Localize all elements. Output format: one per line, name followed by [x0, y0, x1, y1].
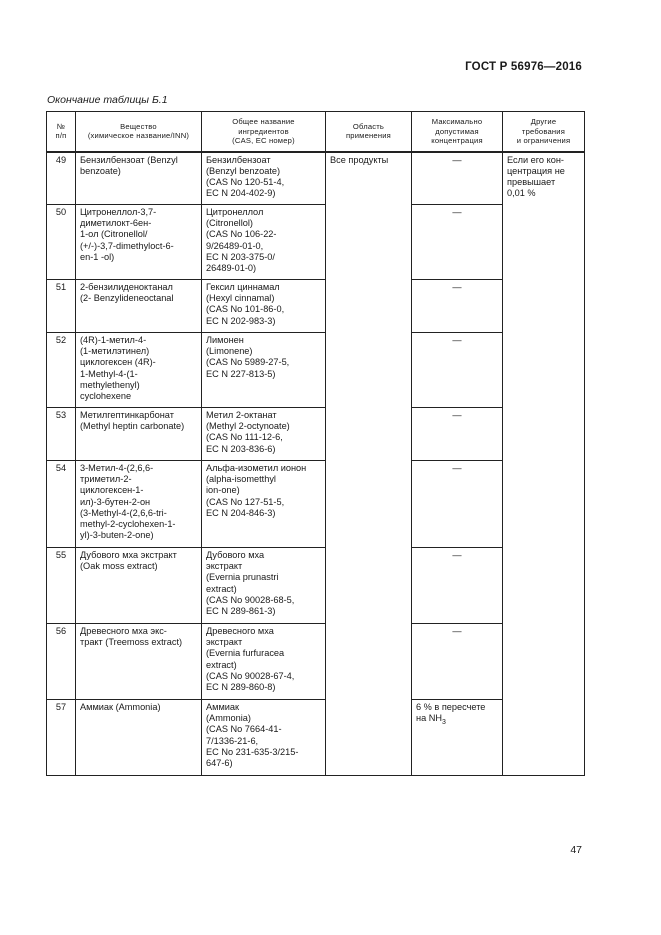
table-row [47, 152, 585, 205]
concentration-cell: — [412, 205, 503, 280]
concentration-cell: — [412, 280, 503, 333]
other-requirements-cell: Если его кон- центрация не превышает 0,01 % [503, 152, 585, 776]
ingredient-cell: Бензилбензоат (Benzyl benzoate) (CAS No 120-51-4, EC N 204-402-9) [202, 152, 326, 205]
ingredient-cell: Цитронеллол (Citronellol) (CAS No 106-22- 9/26489-01-0, EC N 203-375-0/ 26489-01-0) [202, 205, 326, 280]
col-header-ingredient: Общее название ингредиентов (CAS, ЕС номер) [202, 112, 326, 152]
ingredient-cell: Аммиак (Ammonia) (CAS No 7664-41- 7/1336-21-6, EC No 231-635-3/215- 647-6) [202, 700, 326, 776]
ingredient-cell: Гексил циннамал (Hexyl cinnamal) (CAS No 101-86-0, EC N 202-983-3) [202, 280, 326, 333]
col-header-scope: Область применения [326, 112, 412, 152]
row-number: 51 [47, 280, 76, 333]
substance-cell: (4R)-1-метил-4- (1-метилэтинел) циклогексен (4R)- 1-Methyl-4-(1- methylethenyl) cyclohexene [76, 333, 202, 408]
substance-cell: 2-бензилиденоктанал (2- Benzylideneoctanal [76, 280, 202, 333]
row-number: 55 [47, 548, 76, 624]
substance-cell: 3-Метил-4-(2,6,6- триметил-2- циклогексен-1- ил)-3-бутен-2-он (3-Methyl-4-(2,6,6-tri- methyl-2-cyclohexen-1- yl)-3-buten-2-one) [76, 461, 202, 548]
row-number: 49 [47, 152, 76, 205]
row-number: 53 [47, 408, 76, 461]
table-header-row [47, 112, 585, 152]
scope-cell: Все продукты [326, 152, 412, 776]
ingredient-cell: Дубового мха экстракт (Evernia prunastri extract) (CAS No 90028-68-5, EC N 289-861-3) [202, 548, 326, 624]
concentration-cell: 6 % в пересчете на $NH_3$ [412, 700, 503, 776]
row-number: 57 [47, 700, 76, 776]
concentration-cell: — [412, 152, 503, 205]
substance-cell: Дубового мха экстракт (Oak moss extract) [76, 548, 202, 624]
concentration-cell: — [412, 624, 503, 700]
ingredient-cell: Древесного мха экстракт (Evernia furfuracea extract) (CAS No 90028-67-4, EC N 289-860-8) [202, 624, 326, 700]
row-number: 50 [47, 205, 76, 280]
col-header-number: № п/п [47, 112, 76, 152]
table-caption: Окончание таблицы Б.1 [47, 94, 168, 106]
substance-cell: Аммиак (Ammonia) [76, 700, 202, 776]
concentration-cell: — [412, 408, 503, 461]
col-header-substance: Вещество (химическое название/INN) [76, 112, 202, 152]
ingredient-cell: Метил 2-октанат (Methyl 2-octynoate) (CAS No 111-12-6, EC N 203-836-6) [202, 408, 326, 461]
row-number: 52 [47, 333, 76, 408]
substance-cell: Бензилбензоат (Benzyl benzoate) [76, 152, 202, 205]
nh3-subscript: 3 [442, 719, 446, 727]
ingredient-cell: Альфа-изометил ионон (alpha-isometthyl ion-one) (CAS No 127-51-5, EC N 204-846-3) [202, 461, 326, 548]
document-code: ГОСТ Р 56976—2016 [465, 61, 582, 73]
substance-cell: Цитронеллол-3,7- диметилокт-6ен- 1-ол (Citronellol/ (+/-)-3,7-dimethyloct-6- en-1 -ol) [76, 205, 202, 280]
concentration-cell: — [412, 461, 503, 548]
ingredient-cell: Лимонен (Limonene) (CAS No 5989-27-5, EC N 227-813-5) [202, 333, 326, 408]
col-header-max-concentration: Максимально допустимая концентрация [412, 112, 503, 152]
substance-cell: Древесного мха экс- тракт (Treemoss extract) [76, 624, 202, 700]
row-number: 54 [47, 461, 76, 548]
col-header-other-requirements: Другие требования и ограничения [503, 112, 585, 152]
substance-cell: Метилгептинкарбонат (Methyl heptin carbonate) [76, 408, 202, 461]
concentration-cell: — [412, 333, 503, 408]
substances-table [46, 111, 585, 776]
page-number: 47 [570, 844, 582, 856]
row-number: 56 [47, 624, 76, 700]
concentration-cell: — [412, 548, 503, 624]
